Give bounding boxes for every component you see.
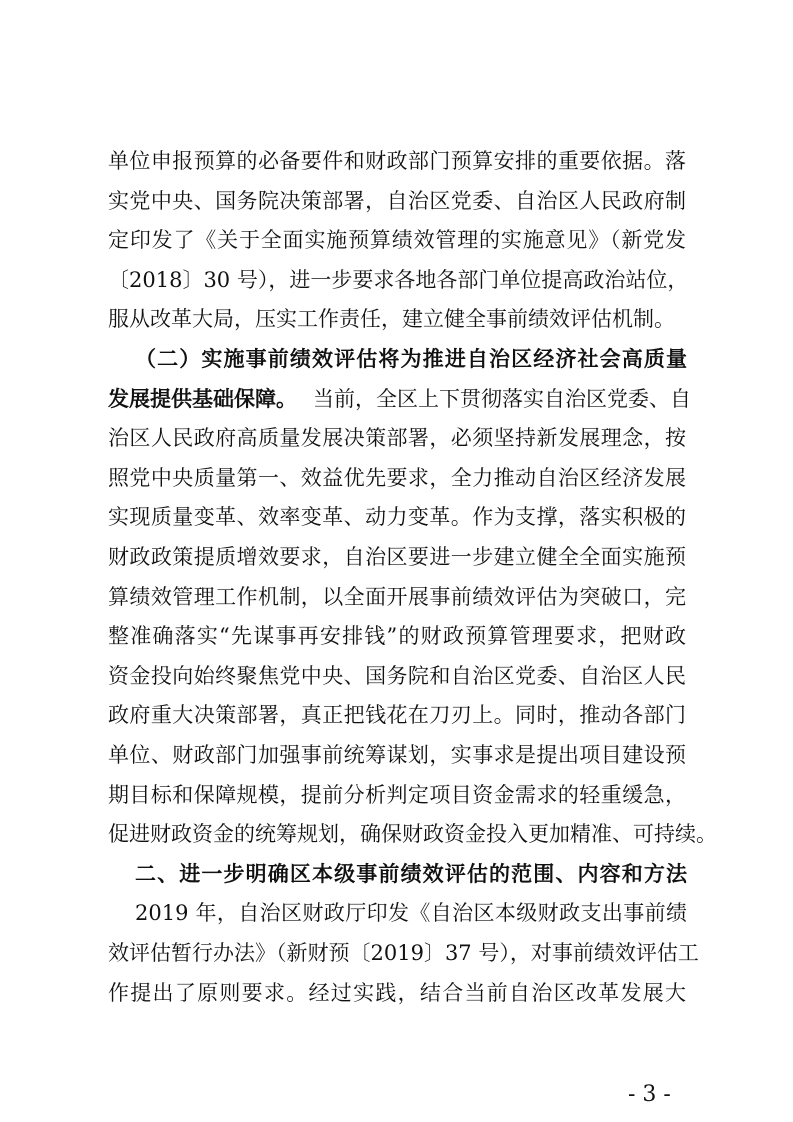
section-heading-line (0, 857, 793, 891)
paragraph-line (0, 580, 793, 614)
section-heading-continued: 发展提供基础保障。 (108, 386, 297, 411)
text-line: 单位、财政部门加强事前统筹谋划，实事求是提出项目建设预 (108, 743, 686, 767)
text-line: 治区人民政府高质量发展决策部署，必须坚持新发展理念，按 (108, 426, 686, 451)
text-line: 2019 年，自治区财政厅印发《自治区本级财政支出事前绩 (135, 901, 687, 926)
text-line: 财政政策提质增效要求，自治区要进一步建立健全全面实施预 (108, 545, 686, 569)
text-line: 期目标和保障规模，提前分析判定项目资金需求的轻重缓急， (108, 782, 686, 807)
text-line: 实现质量变革、效率变革、动力变革。作为支撑，落实积极的 (108, 505, 686, 530)
paragraph-line (0, 263, 793, 297)
text-line: 整准确落实“先谋事再安排钱”的财政预算管理要求，把财政 (108, 624, 686, 649)
text-line: 实党中央、国务院决策部署，自治区党委、自治区人民政府制 (108, 188, 686, 213)
paragraph-line (0, 144, 793, 178)
paragraph-line (0, 302, 793, 336)
paragraph-line (0, 738, 793, 772)
section-heading-2: 二、进一步明确区本级事前绩效评估的范围、内容和方法 (135, 861, 687, 886)
paragraph-line (0, 540, 793, 574)
text-line: 作提出了原则要求。经过实践，结合当前自治区改革发展大 (108, 980, 686, 1005)
paragraph-line (0, 619, 793, 653)
paragraph-line (0, 896, 793, 930)
paragraph-line (0, 421, 793, 455)
text-line: 定印发了《关于全面实施预算绩效管理的实施意见》（新党发 (108, 228, 686, 253)
section-heading: （二）实施事前绩效评估将为推进自治区经济社会高质量 (135, 347, 687, 371)
text-line: 照党中央质量第一、效益优先要求，全力推动自治区经济发展 (108, 465, 686, 490)
text-line: 服从改革大局，压实工作责任，建立健全事前绩效评估机制。 (108, 307, 675, 332)
text-line: 当前，全区上下贯彻落实自治区党委、自 (313, 386, 691, 411)
paragraph-line (0, 659, 793, 693)
text-line: 政府重大决策部署，真正把钱花在刀刃上。同时，推动各部门 (108, 703, 686, 728)
paragraph-line (0, 382, 793, 416)
paragraph-line (0, 976, 793, 1010)
paragraph-line (0, 500, 793, 534)
text-line: 单位申报预算的必备要件和财政部门预算安排的重要依据。落 (108, 149, 686, 173)
paragraph-line (0, 184, 793, 218)
text-line: 〔2018〕30 号），进一步要求各地各部门单位提高政治站位， (108, 267, 689, 292)
text-line: 效评估暂行办法》（新财预〔2019〕37 号），对事前绩效评估工 (108, 941, 699, 965)
paragraph-line (0, 778, 793, 812)
page-number: - 3 - (628, 1082, 671, 1107)
paragraph-line (0, 461, 793, 495)
paragraph-line (0, 817, 793, 851)
paragraph-line (0, 698, 793, 732)
paragraph-line (0, 936, 793, 970)
section-heading-line (0, 342, 793, 376)
paragraph-line (0, 223, 793, 257)
text-line: 资金投向始终聚焦党中央、国务院和自治区党委、自治区人民 (108, 663, 686, 688)
text-line: 算绩效管理工作机制，以全面开展事前绩效评估为突破口，完 (108, 584, 686, 609)
text-line: 促进财政资金的统筹规划，确保财政资金投入更加精准、可持续。 (108, 822, 717, 847)
